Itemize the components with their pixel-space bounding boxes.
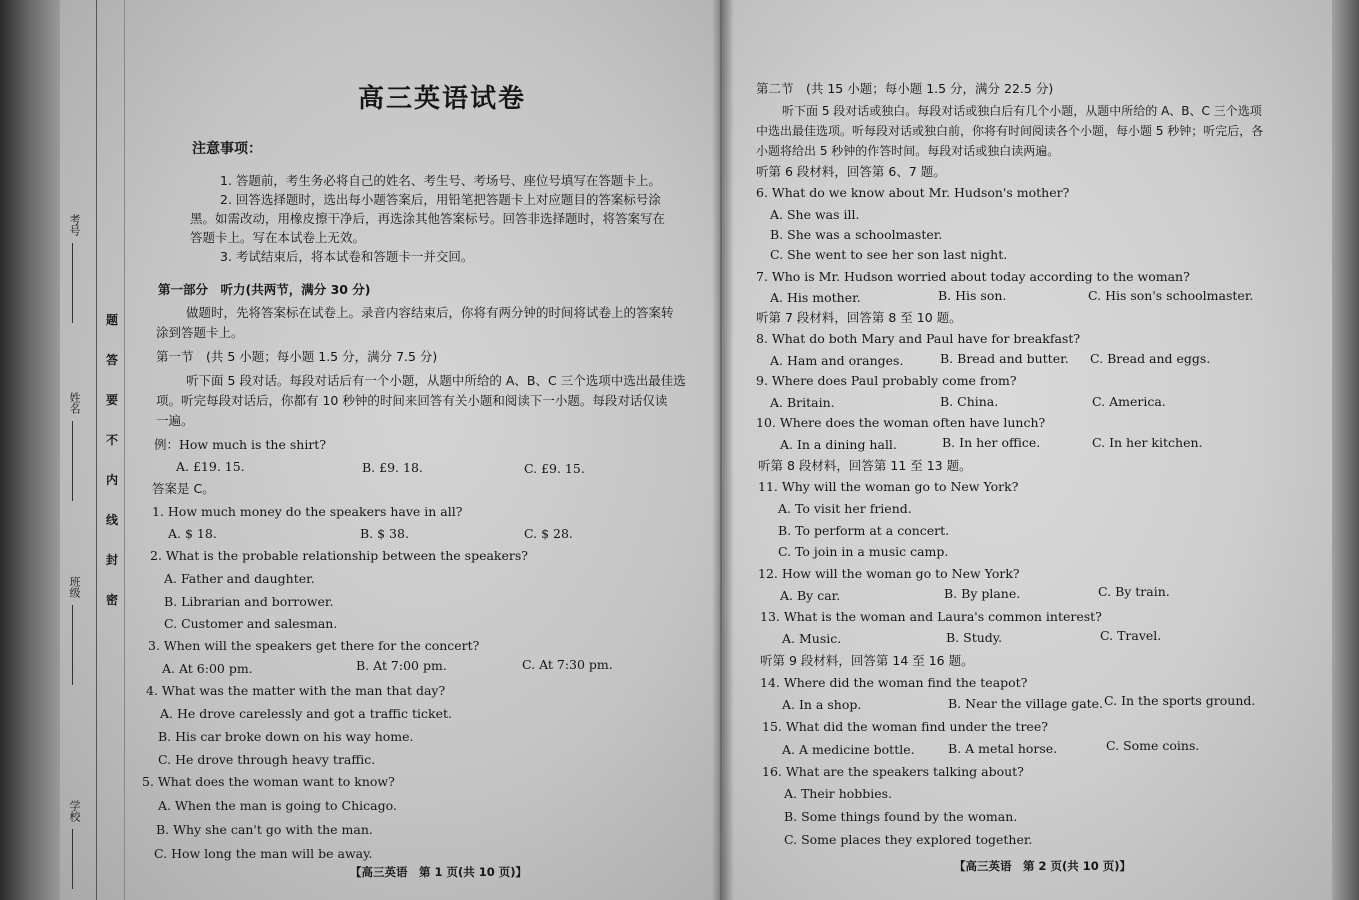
q7-option-a: A. His mother.: [770, 290, 861, 305]
notice-line: 3. 考试结束后，将本试卷和答题卡一并交回。: [220, 249, 474, 264]
question-8: 8. What do both Mary and Paul have for breakfast?: [756, 331, 1081, 346]
question-9: 9. Where does Paul probably come from?: [756, 373, 1017, 388]
q12-option-a: A. By car.: [780, 588, 841, 603]
binding-line: [96, 0, 97, 900]
section1-heading: 第一节 (共 5 小题；每小题 1.5 分，满分 7.5 分): [156, 349, 438, 364]
part1-instruction: 涂到答题卡上。: [156, 325, 244, 340]
question-7: 7. Who is Mr. Hudson worried about today according to the woman?: [756, 269, 1190, 284]
seal-char: 答: [105, 353, 118, 367]
q13-option-b: B. Study.: [946, 630, 1003, 645]
q6-option-a: A. She was ill.: [770, 207, 860, 222]
q8-option-b: B. Bread and butter.: [940, 351, 1069, 366]
example-answer: 答案是 C。: [152, 481, 215, 496]
section2-instruction: 小题将给出 5 秒钟的作答时间。每段对话或独白读两遍。: [756, 144, 1060, 158]
question-15: 15. What did the woman find under the tree?: [762, 719, 1048, 734]
question-1: 1. How much money do the speakers have in all?: [152, 504, 463, 519]
seal-char: 线: [105, 513, 118, 527]
q11-option-c: C. To join in a music camp.: [778, 544, 949, 559]
q14-option-b: B. Near the village gate.: [948, 696, 1104, 711]
seal-char: 内: [105, 473, 118, 487]
q4-option-b: B. His car broke down on his way home.: [158, 729, 414, 744]
example-option-b: B. £9. 18.: [362, 460, 423, 475]
q8-option-c: C. Bread and eggs.: [1090, 351, 1211, 366]
example-option-a: A. £19. 15.: [176, 459, 245, 474]
section1-instruction: 项。听完每段对话后，你都有 10 秒钟的时间来回答有关小题和阅读下一小题。每段对话仅读: [156, 393, 668, 408]
q8-option-a: A. Ham and oranges.: [770, 353, 904, 368]
q13-option-a: A. Music.: [782, 631, 842, 646]
q9-option-b: B. China.: [940, 394, 999, 409]
material-header: 听第 7 段材料，回答第 8 至 10 题。: [756, 310, 962, 325]
question-6: 6. What do we know about Mr. Hudson's mother?: [756, 185, 1070, 200]
q12-option-c: C. By train.: [1098, 584, 1170, 599]
q3-option-c: C. At 7:30 pm.: [522, 657, 613, 672]
material-header: 听第 6 段材料，回答第 6、7 题。: [756, 164, 946, 179]
q16-option-b: B. Some things found by the woman.: [784, 809, 1018, 824]
class-field: [66, 576, 82, 685]
question-5: 5. What does the woman want to know?: [142, 774, 395, 789]
q9-option-a: A. Britain.: [770, 395, 835, 410]
q14-option-c: C. In the sports ground.: [1104, 693, 1256, 708]
q15-option-a: A. A medicine bottle.: [782, 742, 915, 757]
q15-option-c: C. Some coins.: [1106, 738, 1200, 753]
seal-char: 密: [105, 593, 118, 607]
question-14: 14. Where did the woman find the teapot?: [760, 675, 1028, 690]
material-header: 听第 9 段材料，回答第 14 至 16 题。: [760, 653, 974, 668]
question-2: 2. What is the probable relationship between the speakers?: [150, 548, 528, 563]
q16-option-a: A. Their hobbies.: [784, 786, 893, 801]
exam-number-rule: [72, 243, 73, 323]
binding-line-inner: [124, 0, 125, 900]
q4-option-c: C. He drove through heavy traffic.: [158, 752, 376, 767]
section2-instruction: 中选出最佳选项。听每段对话或独白前，你将有时间阅读各个小题，每小题 5 秒钟；听完后，各: [756, 124, 1264, 138]
page-1-footer: 【高三英语 第 1 页(共 10 页)】: [350, 865, 528, 879]
question-3: 3. When will the speakers get there for the concert?: [148, 638, 480, 653]
q1-option-a: A. $ 18.: [168, 526, 217, 541]
question-4: 4. What was the matter with the man that day?: [146, 683, 446, 698]
part1-instruction: 做题时，先将答案标在试卷上。录音内容结束后，你将有两分钟的时间将试卷上的答案转: [186, 305, 674, 320]
q6-option-b: B. She was a schoolmaster.: [770, 227, 943, 242]
notice-line: 黑。如需改动，用橡皮擦干净后，再选涂其他答案标号。回答非选择题时，将答案写在: [190, 211, 666, 226]
name-rule: [72, 421, 73, 501]
q2-option-b: B. Librarian and borrower.: [164, 594, 334, 609]
q7-option-b: B. His son.: [938, 288, 1007, 303]
name-field: [66, 392, 82, 501]
notice-line: 2. 回答选择题时，选出每小题答案后，用铅笔把答题卡上对应题目的答案标号涂: [220, 192, 661, 207]
q10-option-b: B. In her office.: [942, 435, 1041, 450]
exam-title: 高三英语试卷: [358, 84, 527, 114]
q5-option-c: C. How long the man will be away.: [154, 846, 373, 861]
q5-option-a: A. When the man is going to Chicago.: [158, 798, 397, 813]
binding-margin: [60, 0, 138, 900]
question-16: 16. What are the speakers talking about?: [762, 764, 1024, 779]
notice-line: 答题卡上。写在本试卷上无效。: [190, 230, 366, 245]
q1-option-b: B. $ 38.: [360, 526, 409, 541]
seal-line-warning: [102, 300, 122, 620]
q16-option-c: C. Some places they explored together.: [784, 832, 1033, 847]
question-12: 12. How will the woman go to New York?: [758, 566, 1020, 581]
q10-option-a: A. In a dining hall.: [780, 437, 897, 452]
q2-option-c: C. Customer and salesman.: [164, 616, 338, 631]
notice-line: 1. 答题前，考生务必将自己的姓名、考生号、考场号、座位号填写在答题卡上。: [220, 173, 661, 188]
q10-option-c: C. In her kitchen.: [1092, 435, 1203, 450]
q6-option-c: C. She went to see her son last night.: [770, 247, 1008, 262]
exam-number-field: [66, 214, 82, 323]
question-11: 11. Why will the woman go to New York?: [758, 479, 1019, 494]
q3-option-b: B. At 7:00 pm.: [356, 658, 447, 673]
page-2-footer: 【高三英语 第 2 页(共 10 页)】: [954, 859, 1132, 873]
notice-heading: 注意事项：: [192, 141, 262, 157]
seal-char: 封: [105, 553, 118, 567]
class-label: 班级: [68, 576, 81, 598]
q3-option-a: A. At 6:00 pm.: [162, 661, 253, 676]
q5-option-b: B. Why she can't go with the man.: [156, 822, 373, 837]
q4-option-a: A. He drove carelessly and got a traffic ticket.: [160, 706, 452, 721]
school-field: [66, 800, 82, 889]
page-fold-shadow: [712, 0, 734, 900]
q13-option-c: C. Travel.: [1100, 628, 1162, 643]
class-rule: [72, 605, 73, 685]
seal-char: 题: [105, 313, 118, 327]
q7-option-c: C. His son's schoolmaster.: [1088, 288, 1254, 303]
q11-option-b: B. To perform at a concert.: [778, 523, 950, 538]
part1-heading: 第一部分 听力(共两节，满分 30 分): [158, 282, 371, 297]
section2-heading: 第二节 (共 15 小题；每小题 1.5 分，满分 22.5 分): [756, 81, 1054, 96]
question-10: 10. Where does the woman often have lunch?: [756, 415, 1046, 430]
q2-option-a: A. Father and daughter.: [164, 571, 315, 586]
school-label: 学校: [68, 800, 81, 822]
q15-option-b: B. A metal horse.: [948, 741, 1058, 756]
section1-instruction: 听下面 5 段对话。每段对话后有一个小题，从题中所给的 A、B、C 三个选项中选出最佳选: [186, 373, 686, 388]
q12-option-b: B. By plane.: [944, 586, 1021, 601]
example-option-c: C. £9. 15.: [524, 461, 585, 476]
q14-option-a: A. In a shop.: [782, 697, 862, 712]
name-label: 姓名: [68, 392, 81, 414]
exam-number-label: 考号: [68, 214, 81, 236]
seal-char: 要: [105, 393, 118, 407]
school-rule: [72, 829, 73, 889]
example-question: 例：How much is the shirt?: [154, 437, 327, 452]
section1-instruction: 一遍。: [156, 413, 194, 428]
q9-option-c: C. America.: [1092, 394, 1166, 409]
seal-char: 不: [105, 433, 118, 447]
question-13: 13. What is the woman and Laura's common interest?: [760, 609, 1102, 624]
q1-option-c: C. $ 28.: [524, 526, 573, 541]
section2-instruction: 听下面 5 段对话或独白。每段对话或独白后有几个小题，从题中所给的 A、B、C 三个选项: [782, 104, 1262, 118]
q11-option-a: A. To visit her friend.: [778, 501, 912, 516]
material-header: 听第 8 段材料，回答第 11 至 13 题。: [758, 458, 972, 473]
